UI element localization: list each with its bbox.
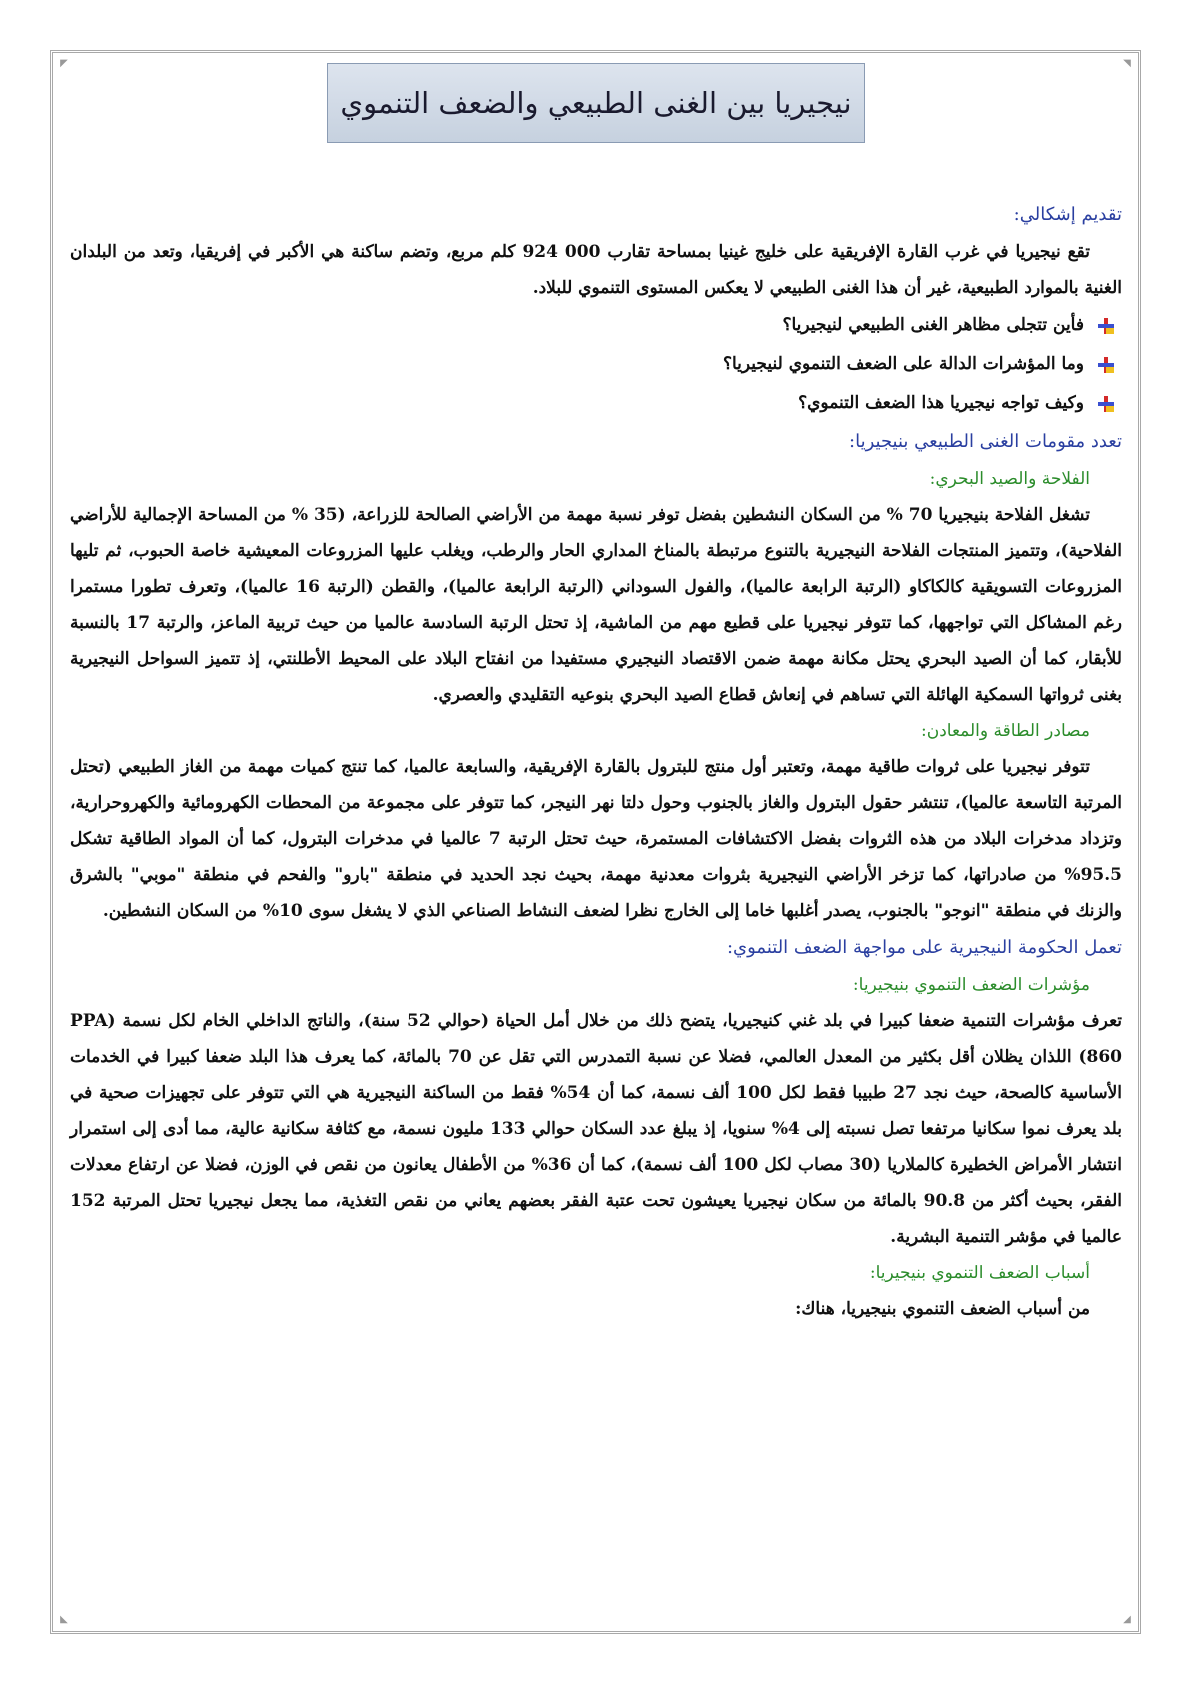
cross-bullet-icon bbox=[1096, 394, 1116, 414]
question-list bbox=[70, 306, 1122, 423]
subsection-heading: مؤشرات الضعف التنموي بنيجيريا: bbox=[852, 975, 1090, 995]
list-item: فأين تتجلى مظاهر الغنى الطبيعي لنيجيريا؟ bbox=[70, 306, 1122, 345]
intro-heading: تقديم إشكالي: bbox=[1013, 204, 1122, 225]
cross-bullet-icon bbox=[1096, 355, 1116, 375]
corner-ornament: ◤ bbox=[60, 58, 68, 69]
subsection-heading: أسباب الضعف التنموي بنيجيريا: bbox=[869, 1263, 1090, 1283]
subsection-heading: الفلاحة والصيد البحري: bbox=[929, 469, 1090, 489]
list-item: وما المؤشرات الدالة على الضعف التنموي لنيجيريا؟ bbox=[70, 345, 1122, 384]
subsection-heading: مصادر الطاقة والمعادن: bbox=[921, 721, 1090, 741]
energy-paragraph: تتوفر نيجيريا على ثروات طاقية مهمة، وتعتبر أول منتج للبترول بالقارة الإفريقية، والسابعة عالميا، كما تنتج كميات مهمة من الغاز الطبيعي (تحتل المرتبة التاسعة عالميا)، تنتشر حقول البترول والغاز بالجنوب وحول دلتا نهر النيجر، كما تتوفر على مجموعة من المحطات الكهرومائية والكهروحرارية، وتزداد مدخرات البلاد من هذه الثروات بفضل الاكتشافات المستمرة، حيث تحتل الرتبة 7 عالميا في مدخرات البترول، كما أن المواد الطاقية تشكل 95.5% من صادراتها، كما تزخر الأراضي النيجيرية بثروات معدنية مهمة، بحيث نجد الحديد في منطقة "بارو" والفحم في منطقة "موبي" بالشرق والزنك في منطقة "انوجو" بالجنوب، يصدر أغلبها خاما إلى الخارج نظرا لضعف النشاط الصناعي الذي لا يشغل سوى 10% من السكان النشطين. bbox=[70, 757, 1123, 921]
page-title-box bbox=[327, 63, 865, 143]
intro-paragraph: تقع نيجيريا في غرب القارة الإفريقية على خليج غينيا بمساحة تقارب 000 924 كلم مربع، وتضم ساكنة هي الأكبر في إفريقيا، وتعد من البلدان الغنية بالموارد الطبيعية، غير أن هذا الغنى الطبيعي لا يعكس المستوى التنموي للبلاد. bbox=[70, 242, 1122, 298]
section-heading: تعمل الحكومة النيجيرية على مواجهة الضعف التنموي: bbox=[726, 937, 1122, 958]
cross-bullet-icon bbox=[1096, 316, 1116, 336]
list-item: وكيف تواجه نيجيريا هذا الضعف التنموي؟ bbox=[70, 384, 1122, 423]
document-body bbox=[70, 196, 1122, 1327]
section-heading: تعدد مقومات الغنى الطبيعي بنيجيريا: bbox=[849, 431, 1122, 452]
agriculture-paragraph: تشغل الفلاحة بنيجيريا 70 % من السكان النشطين بفضل توفر نسبة مهمة من الأراضي الصالحة للزراعة، (35 % من المساحة الإجمالية للأراضي الفلاحية)، وتتميز المنتجات الفلاحة النيجيرية بالتنوع مرتبطة بالمناخ المداري الحار والرطب، ويغلب عليها المزروعات المعيشية خاصة الحبوب، ثم تليها المزروعات التسويقية كالكاكاو (الرتبة الرابعة عالميا)، والفول السوداني (الرتبة الرابعة عالميا)، والقطن (الرتبة 16 عالميا)، وتعرف تطورا مستمرا رغم المشاكل التي تواجهها، كما تتوفر نيجيريا على قطيع مهم من الماشية، إذ تحتل الرتبة السادسة عالميا من حيث تربية الماعز، والرتبة 17 بالنسبة للأبقار، كما أن الصيد البحري يحتل مكانة مهمة ضمن الاقتصاد النيجيري مستفيدا من انفتاح البلاد على المحيط الأطلنتي، إذ تتميز السواحل النيجيرية بغنى ثرواتها السمكية الهائلة التي تساهم في إنعاش قطاع الصيد البحري بنوعيه التقليدي والعصري. bbox=[70, 505, 1122, 705]
corner-ornament: ◥ bbox=[1123, 58, 1131, 69]
corner-ornament: ◢ bbox=[1123, 1614, 1131, 1625]
corner-ornament: ◣ bbox=[60, 1614, 68, 1625]
indicators-paragraph: تعرف مؤشرات التنمية ضعفا كبيرا في بلد غني كنيجيريا، يتضح ذلك من خلال أمل الحياة (حوالي 52 سنة)، والناتج الداخلي الخام لكل نسمة (PPA 860) اللذان يظلان أقل بكثير من المعدل العالمي، فضلا عن نسبة التمدرس التي تقل عن 70 بالمائة، كما يعرف هذا البلد ضعفا كبيرا في الخدمات الأساسية كالصحة، حيث نجد 27 طبيبا فقط لكل 100 ألف نسمة، كما أن 54% فقط من الساكنة النيجيرية هي التي تتوفر على تجهيزات صحية في بلد يعرف نموا سكانيا مرتفعا تصل نسبته إلى 4% سنويا، إذ يبلغ عدد السكان حوالي 133 مليون نسمة، مع كثافة سكانية عالية، مما أدى إلى استمرار انتشار الأمراض الخطيرة كالملاريا (30 مصاب لكل 100 ألف نسمة)، كما أن 36% من الأطفال يعانون من نقص في الوزن، فضلا عن ارتفاع معدلات الفقر، بحيث أكثر من 90.8 بالمائة من سكان نيجيريا يعيشون تحت عتبة الفقر بعضهم يعاني من نقص التغذية، مما يجعل نيجيريا تحتل المرتبة 152 عالميا في مؤشر التنمية البشرية. bbox=[70, 1011, 1123, 1247]
page-title: نيجيريا بين الغنى الطبيعي والضعف التنموي bbox=[340, 86, 852, 120]
causes-paragraph: من أسباب الضعف التنموي بنيجيريا، هناك: bbox=[795, 1299, 1090, 1319]
